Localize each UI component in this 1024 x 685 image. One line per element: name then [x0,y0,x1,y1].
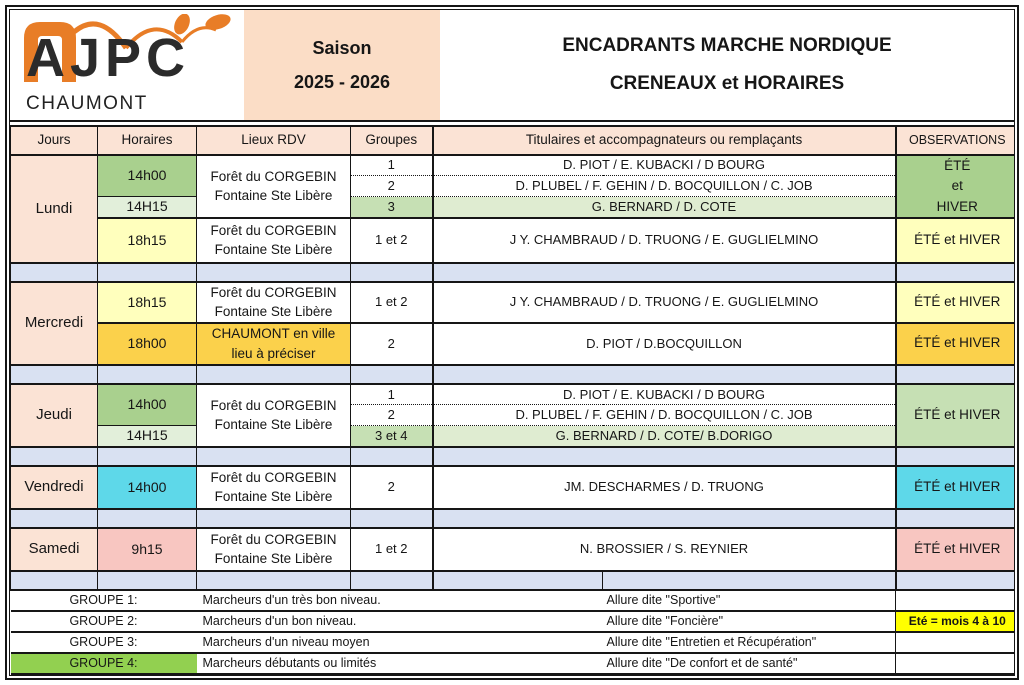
time-jeudi-14h00: 14h00 [98,384,197,426]
lieu-line1: Forêt du CORGEBIN [210,222,337,238]
col-header-lieux: Lieux RDV [197,126,351,155]
spacer-cell [11,571,98,590]
groupe-vendredi: 2 [351,466,433,509]
lieu-samedi-foret [197,528,351,571]
lieu-lundi-soir [197,218,351,263]
legend-label-1: GROUPE 1: [11,590,197,611]
spacer-cell [197,447,351,466]
logo-text: AJPC [26,28,191,88]
day-vendredi: Vendredi [11,466,98,509]
row-mercredi-2 [11,323,1016,365]
staff-mercredi-1: J Y. CHAMBRAUD / D. TRUONG / E. GUGLIELMINO [433,282,896,323]
spacer-cell [98,263,197,282]
lieu-line1: Forêt du CORGEBIN [210,469,337,485]
spacer-cell [11,509,98,528]
obs-samedi: ÉTÉ et HIVER [896,528,1015,571]
staff-jeudi-g2: D. PLUBEL / F. GEHIN / D. BOCQUILLON / C. JOB [433,405,896,426]
legend-desc-2: Marcheurs d'un bon niveau. [197,611,603,632]
spacer-cell [896,365,1015,384]
legend-desc-1: Marcheurs d'un très bon niveau. [197,590,603,611]
lieu-line2: Fontaine Ste Libère [214,242,333,258]
groupe-samedi: 1 et 2 [351,528,433,571]
legend-allure-1: Allure dite "Sportive" [603,590,896,611]
staff-mercredi-2: D. PIOT / D.BOCQUILLON [433,323,896,365]
lieu-line1: Forêt du CORGEBIN [210,284,337,300]
spacer-cell [603,571,896,590]
spacer-cell [351,447,433,466]
obs-mercredi-2: ÉTÉ et HIVER [896,323,1015,365]
row-samedi [11,528,1016,571]
spacer-cell [433,263,896,282]
title-line-1: ENCADRANTS MARCHE NORDIQUE [562,35,892,56]
logo-bird-icon-2 [203,14,232,33]
col-header-observations: OBSERVATIONS [896,126,1015,155]
time-mercredi-18h00: 18h00 [98,323,197,365]
legend-allure-4: Allure dite "De confort et de santé" [603,653,896,674]
spacer-cell [351,263,433,282]
lieu-line2: Fontaine Ste Libère [214,489,333,505]
col-header-groupes: Groupes [351,126,433,155]
legend-row-groupe4 [11,653,1016,674]
day-samedi: Samedi [11,528,98,571]
legend-label-4: GROUPE 4: [11,653,197,674]
lieu-mercredi-ville [197,323,351,365]
staff-vendredi: JM. DESCHARMES / D. TRUONG [433,466,896,509]
obs-et: et [951,178,963,194]
lieu-line2: Fontaine Ste Libère [214,417,333,433]
spacer-cell [98,571,197,590]
lieu-line1: Forêt du CORGEBIN [210,397,337,413]
spacer-cell [351,365,433,384]
lieu-line2: lieu à préciser [231,345,316,361]
spacer-cell [351,571,433,590]
spacer-row [11,509,1016,528]
lieu-mercredi-foret [197,282,351,323]
groupe-lundi-soir: 1 et 2 [351,218,433,263]
obs-jeudi: ÉTÉ et HIVER [896,384,1015,447]
day-mercredi: Mercredi [11,282,98,365]
lieu-line1: Forêt du CORGEBIN [210,168,337,184]
logo-city-text: CHAUMONT [26,93,148,114]
legend-label-2: GROUPE 2: [11,611,197,632]
obs-lundi-soir: ÉTÉ et HIVER [896,218,1015,263]
schedule-table [10,125,1015,675]
groupe-jeudi-1: 1 [351,384,433,405]
groupe-lundi-3: 3 [351,196,433,218]
spacer-cell [197,263,351,282]
spacer-row [11,447,1016,466]
document-title [440,10,1014,120]
spacer-cell [896,447,1015,466]
spacer-cell [98,365,197,384]
obs-ete: ÉTÉ [944,158,971,173]
spacer-cell [98,509,197,528]
legend-note-1 [896,590,1015,611]
spacer-cell [896,571,1015,590]
staff-lundi-soir: J Y. CHAMBRAUD / D. TRUONG / E. GUGLIELMINO [433,218,896,263]
lieu-line2: Fontaine Ste Libère [214,188,333,204]
ajpc-logo-icon [20,14,236,90]
obs-vendredi: ÉTÉ et HIVER [896,466,1015,509]
staff-lundi-g1: D. PIOT / E. KUBACKI / D BOURG [433,155,896,176]
document-inner-frame [9,9,1015,676]
spacer-cell [896,263,1015,282]
col-header-horaires: Horaires [98,126,197,155]
obs-mercredi-1: ÉTÉ et HIVER [896,282,1015,323]
row-jeudi-groupe1 [11,384,1016,405]
staff-lundi-g2: D. PLUBEL / F. GEHIN / D. BOCQUILLON / C. JOB [433,176,896,197]
row-vendredi [11,466,1016,509]
groupe-jeudi-34: 3 et 4 [351,426,433,447]
spacer-cell [11,447,98,466]
spacer-cell [896,509,1015,528]
legend-note-3 [896,632,1015,653]
legend-desc-4: Marcheurs débutants ou limités [197,653,603,674]
legend-note-2: Eté = mois 4 à 10 [896,611,1015,632]
spacer-row [11,365,1016,384]
legend-note-4 [896,653,1015,674]
legend-allure-3: Allure dite "Entretien et Récupération" [603,632,896,653]
legend-label-3: GROUPE 3: [11,632,197,653]
title-line-2: CRENEAUX et HORAIRES [609,73,845,94]
time-lundi-18h15: 18h15 [98,218,197,263]
time-vendredi: 14h00 [98,466,197,509]
spacer-cell [433,447,896,466]
row-lundi-groupe1 [11,155,1016,176]
legend-allure-2: Allure dite "Foncière" [603,611,896,632]
groupe-mercredi-2: 2 [351,323,433,365]
groupe-lundi-2: 2 [351,176,433,197]
day-jeudi: Jeudi [11,384,98,447]
staff-jeudi-g1: D. PIOT / E. KUBACKI / D BOURG [433,384,896,405]
obs-hiver: HIVER [936,198,978,214]
legend-row-groupe1 [11,590,1016,611]
time-samedi: 9h15 [98,528,197,571]
spacer-cell [351,509,433,528]
groupe-mercredi-1: 1 et 2 [351,282,433,323]
spacer-cell [433,509,896,528]
row-lundi-soir [11,218,1016,263]
lieu-jeudi-foret [197,384,351,447]
groupe-jeudi-2: 2 [351,405,433,426]
lieu-lundi-foret [197,155,351,218]
lieu-line2: Fontaine Ste Libère [214,304,333,320]
spacer-cell [197,571,351,590]
time-jeudi-14h15: 14H15 [98,426,197,447]
lieu-vendredi-foret [197,466,351,509]
col-header-jours: Jours [11,126,98,155]
col-header-titulaires: Titulaires et accompagnateurs ou remplaçants [433,126,896,155]
day-lundi: Lundi [11,155,98,263]
staff-lundi-g3: G. BERNARD / D. COTE [433,196,896,218]
spacer-cell [433,571,603,590]
spacer-cell [197,509,351,528]
spacer-cell [197,365,351,384]
table-header-row [11,126,1016,155]
spacer-row [11,263,1016,282]
spacer-cell [11,263,98,282]
time-lundi-14h15: 14H15 [98,196,197,218]
time-lundi-14h00: 14h00 [98,155,197,196]
row-jeudi-groupe34 [11,426,1016,447]
legend-desc-3: Marcheurs d'un niveau moyen [197,632,603,653]
staff-jeudi-g34: G. BERNARD / D. COTE/ B.DORIGO [433,426,896,447]
row-lundi-groupe3 [11,196,1016,218]
season-label: Saison [312,37,372,58]
season-box [244,10,440,120]
legend-row-groupe2 [11,611,1016,632]
spacer-cell [98,447,197,466]
lieu-line2: Fontaine Ste Libère [214,551,333,567]
legend-row-groupe3 [11,632,1016,653]
ajpc-logo [10,10,244,120]
top-band [10,10,1014,122]
spacer-row-final [11,571,1016,590]
obs-lundi-am [896,155,1015,218]
season-years: 2025 - 2026 [293,72,391,92]
staff-samedi: N. BROSSIER / S. REYNIER [433,528,896,571]
spacer-cell [11,365,98,384]
time-mercredi-18h15: 18h15 [98,282,197,323]
spacer-cell [433,365,896,384]
groupe-lundi-1: 1 [351,155,433,176]
lieu-line1: Forêt du CORGEBIN [210,531,337,547]
row-mercredi-1 [11,282,1016,323]
lieu-line1: CHAUMONT en ville [211,326,336,342]
document-page [5,5,1019,680]
